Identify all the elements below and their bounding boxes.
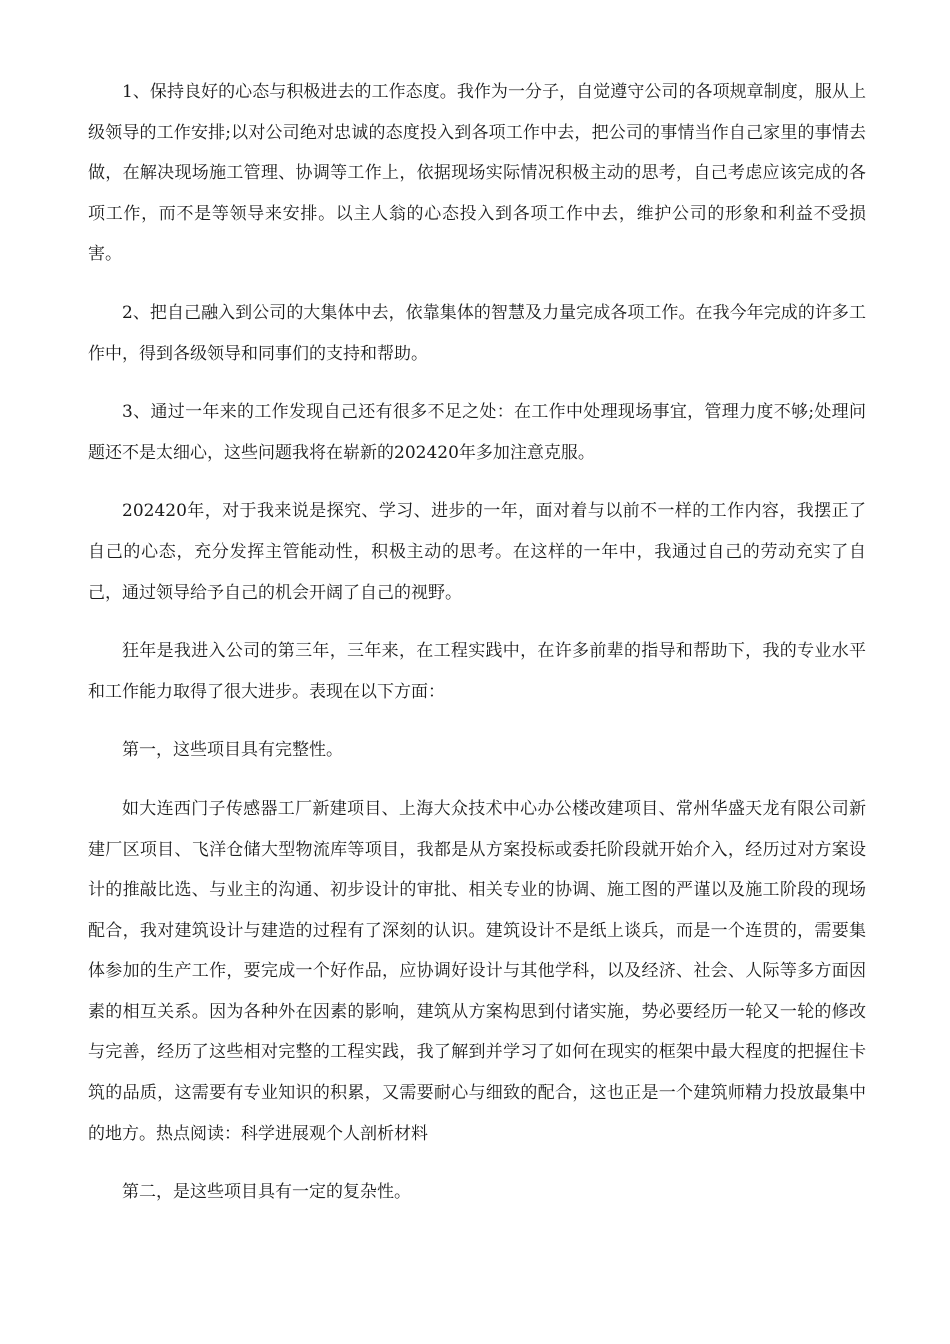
paragraph-7: 如大连西门子传感器工厂新建项目、上海大众技术中心办公楼改建项目、常州华盛天龙有限公司新建厂区项目、飞洋仓储大型物流库等项目，我都是从方案投标或委托阶段就开始介入，经历过对方案设计的推敲比选、与业主的沟通、初步设计的审批、相关专业的协调、施工图的严谨以及施工阶段的现场配合，我对建筑设计与建造的过程有了深刻的认识。建筑设计不是纸上谈兵，而是一个连贯的，需要集体参加的生产工作，要完成一个好作品，应协调好设计与其他学科，以及经济、社会、人际等多方面因素的相互关系。因为各种外在因素的影响，建筑从方案构思到付诸实施，势必要经历一轮又一轮的修改与完善，经历了这些相对完整的工程实践，我了解到并学习了如何在现实的框架中最大程度的把握住卡筑的品质，这需要有专业知识的积累，又需要耐心与细致的配合，这也正是一个建筑师精力投放最集中的地方。热点阅读：科学进展观个人剖析材料: [88, 798, 866, 1144]
paragraph-3: 3、通过一年来的工作发现自己还有很多不足之处：在工作中处理现场事宜，管理力度不够;处理问题还不是太细心，这些问题我将在崭新的202420年多加注意克服。: [88, 402, 866, 463]
paragraph-6: 第一，这些项目具有完整性。: [122, 740, 343, 761]
paragraph-2: 2、把自己融入到公司的大集体中去，依靠集体的智慧及力量完成各项工作。在我今年完成的许多工作中，得到各级领导和同事们的支持和帮助。: [88, 302, 866, 364]
paragraph-1: 1、保持良好的心态与积极进去的工作态度。我作为一分子，自觉遵守公司的各项规章制度，服从上级领导的工作安排;以对公司绝对忠诚的态度投入到各项工作中去，把公司的事情当作自己家里的事情去做，在解决现场施工管理、协调等工作上，依据现场实际情况积极主动的思考，自己考虑应该完成的各项工作，而不是等领导来安排。以主人翁的心态投入到各项工作中去，维护公司的形象和利益不受损害。: [88, 82, 866, 265]
paragraph-4: 202420年，对于我来说是探究、学习、进步的一年，面对着与以前不一样的工作内容，我摆正了自己的心态，充分发挥主管能动性，积极主动的思考。在这样的一年中，我通过自己的劳动充实了自己，通过领导给予自己的机会开阔了自己的视野。: [88, 501, 866, 603]
paragraph-8: 第二，是这些项目具有一定的复杂性。: [122, 1182, 411, 1203]
paragraph-5: 狂年是我进入公司的第三年，三年来，在工程实践中，在许多前辈的指导和帮助下，我的专业水平和工作能力取得了很大进步。表现在以下方面：: [88, 641, 866, 702]
document-body: [88, 72, 866, 1231]
